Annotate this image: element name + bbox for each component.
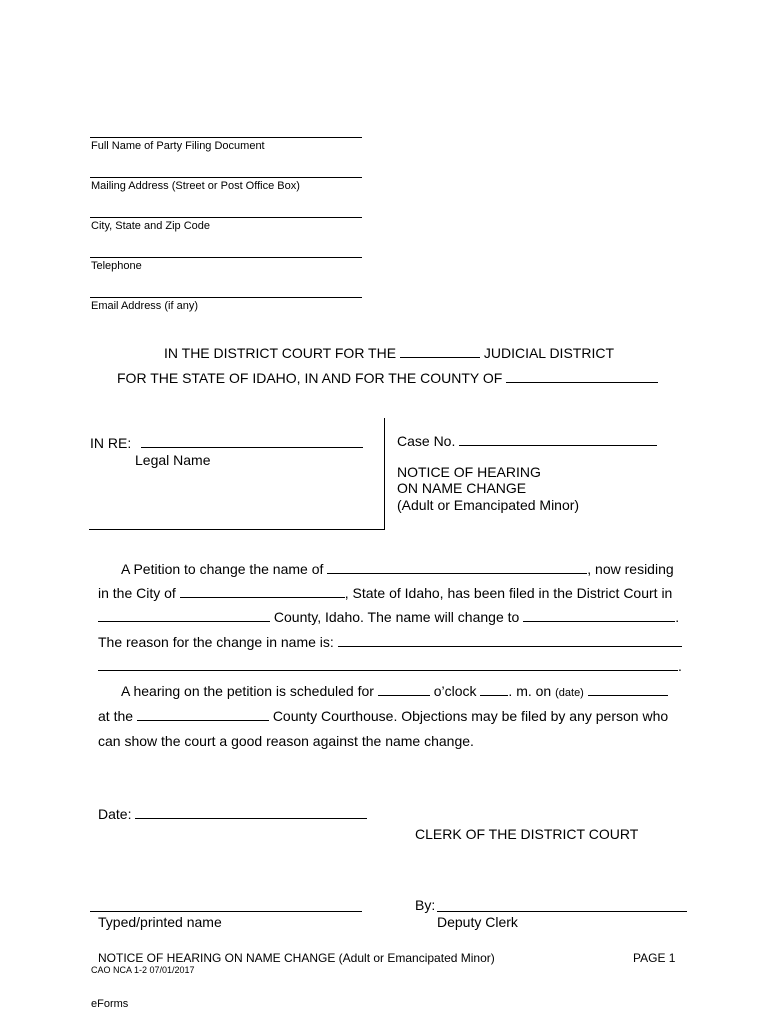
- mailing-address-line[interactable]: [90, 177, 362, 178]
- judicial-district-text: JUDICIAL DISTRICT: [483, 345, 614, 361]
- state-of-idaho-text: , State of Idaho, has been filed in the District Court in: [344, 585, 673, 601]
- telephone-label: Telephone: [91, 260, 142, 272]
- footer-form-id: CAO NCA 1-2 07/01/2017: [91, 965, 195, 975]
- clerk-signature-line[interactable]: [437, 911, 687, 912]
- by-label: By:: [415, 897, 436, 913]
- date-label: Date:: [98, 806, 132, 822]
- reason-blank-1[interactable]: [338, 634, 682, 647]
- reason-text: The reason for the change in name is:: [98, 634, 334, 650]
- m-on-text: . m. on: [508, 683, 552, 699]
- caption-vertical-rule: [384, 418, 385, 530]
- now-residing-text: , now residing: [587, 561, 674, 577]
- body-line-6: [121, 683, 668, 699]
- courthouse-county-blank[interactable]: [137, 708, 269, 721]
- email-label: Email Address (if any): [91, 300, 198, 312]
- court-heading-line2: [117, 370, 658, 386]
- telephone-line[interactable]: [90, 257, 362, 258]
- deputy-clerk-label: Deputy Clerk: [437, 914, 518, 930]
- body-line-1: [121, 561, 674, 577]
- am-pm-blank[interactable]: [480, 683, 508, 696]
- email-line[interactable]: [90, 297, 362, 298]
- date-hint: (date): [555, 687, 584, 699]
- date-row: [98, 806, 367, 822]
- full-name-line[interactable]: [90, 137, 362, 138]
- notice-title-3: (Adult or Emancipated Minor): [397, 497, 580, 513]
- current-name-blank[interactable]: [327, 561, 587, 574]
- body-line-4: [98, 634, 682, 650]
- case-no-row: [397, 433, 657, 449]
- in-re-label: IN RE:: [90, 435, 132, 451]
- notice-title-1: NOTICE OF HEARING: [397, 464, 541, 480]
- caption-horizontal-rule: [89, 529, 385, 530]
- case-no-label: Case No.: [397, 433, 456, 449]
- body-line-8: can show the court a good reason against the name change.: [98, 733, 474, 749]
- county-of-text: FOR THE STATE OF IDAHO, IN AND FOR THE COUNTY OF: [117, 370, 503, 386]
- typed-name-line[interactable]: [90, 911, 362, 912]
- county-blank[interactable]: [506, 370, 658, 383]
- footer-title: NOTICE OF HEARING ON NAME CHANGE (Adult or Emancipated Minor): [98, 951, 495, 965]
- judicial-district-blank[interactable]: [400, 345, 480, 358]
- city-of-text: in the City of: [98, 585, 176, 601]
- name-change-to-text: County, Idaho. The name will change to: [273, 609, 520, 625]
- hour-blank[interactable]: [378, 683, 430, 696]
- hearing-date-blank[interactable]: [588, 683, 668, 696]
- footer-eforms: eForms: [91, 998, 129, 1010]
- body-line-5: [98, 658, 682, 674]
- line5-period: .: [678, 658, 682, 674]
- body-line-3: [98, 609, 679, 625]
- oclock-text: o’clock: [433, 683, 477, 699]
- clerk-title: CLERK OF THE DISTRICT COURT: [415, 826, 639, 842]
- date-blank[interactable]: [135, 806, 367, 819]
- mailing-address-label: Mailing Address (Street or Post Office Box): [91, 180, 300, 192]
- notice-title-2: ON NAME CHANGE: [397, 480, 527, 496]
- courthouse-text: County Courthouse. Objections may be filed by any person who: [272, 708, 669, 724]
- line3-period: .: [675, 609, 680, 625]
- legal-name-blank[interactable]: [141, 435, 363, 448]
- county-filed-blank[interactable]: [98, 609, 270, 622]
- petition-text: A Petition to change the name of: [121, 561, 324, 577]
- city-state-zip-line[interactable]: [90, 217, 362, 218]
- city-blank[interactable]: [180, 585, 345, 598]
- typed-name-label: Typed/printed name: [98, 914, 222, 930]
- court-heading-line1: [164, 345, 614, 361]
- case-no-blank[interactable]: [459, 433, 657, 446]
- footer-page: PAGE 1: [633, 951, 676, 965]
- body-line-7: [98, 708, 668, 724]
- court-district-text: IN THE DISTRICT COURT FOR THE: [164, 345, 397, 361]
- city-state-zip-label: City, State and Zip Code: [91, 220, 211, 232]
- at-the-text: at the: [98, 708, 134, 724]
- new-name-blank[interactable]: [523, 609, 675, 622]
- reason-blank-2[interactable]: [98, 658, 678, 671]
- in-re-row: [90, 435, 363, 451]
- body-line-2: [98, 585, 672, 601]
- hearing-scheduled-text: A hearing on the petition is scheduled for: [121, 683, 374, 699]
- legal-name-label: Legal Name: [135, 452, 211, 468]
- full-name-label: Full Name of Party Filing Document: [91, 140, 265, 152]
